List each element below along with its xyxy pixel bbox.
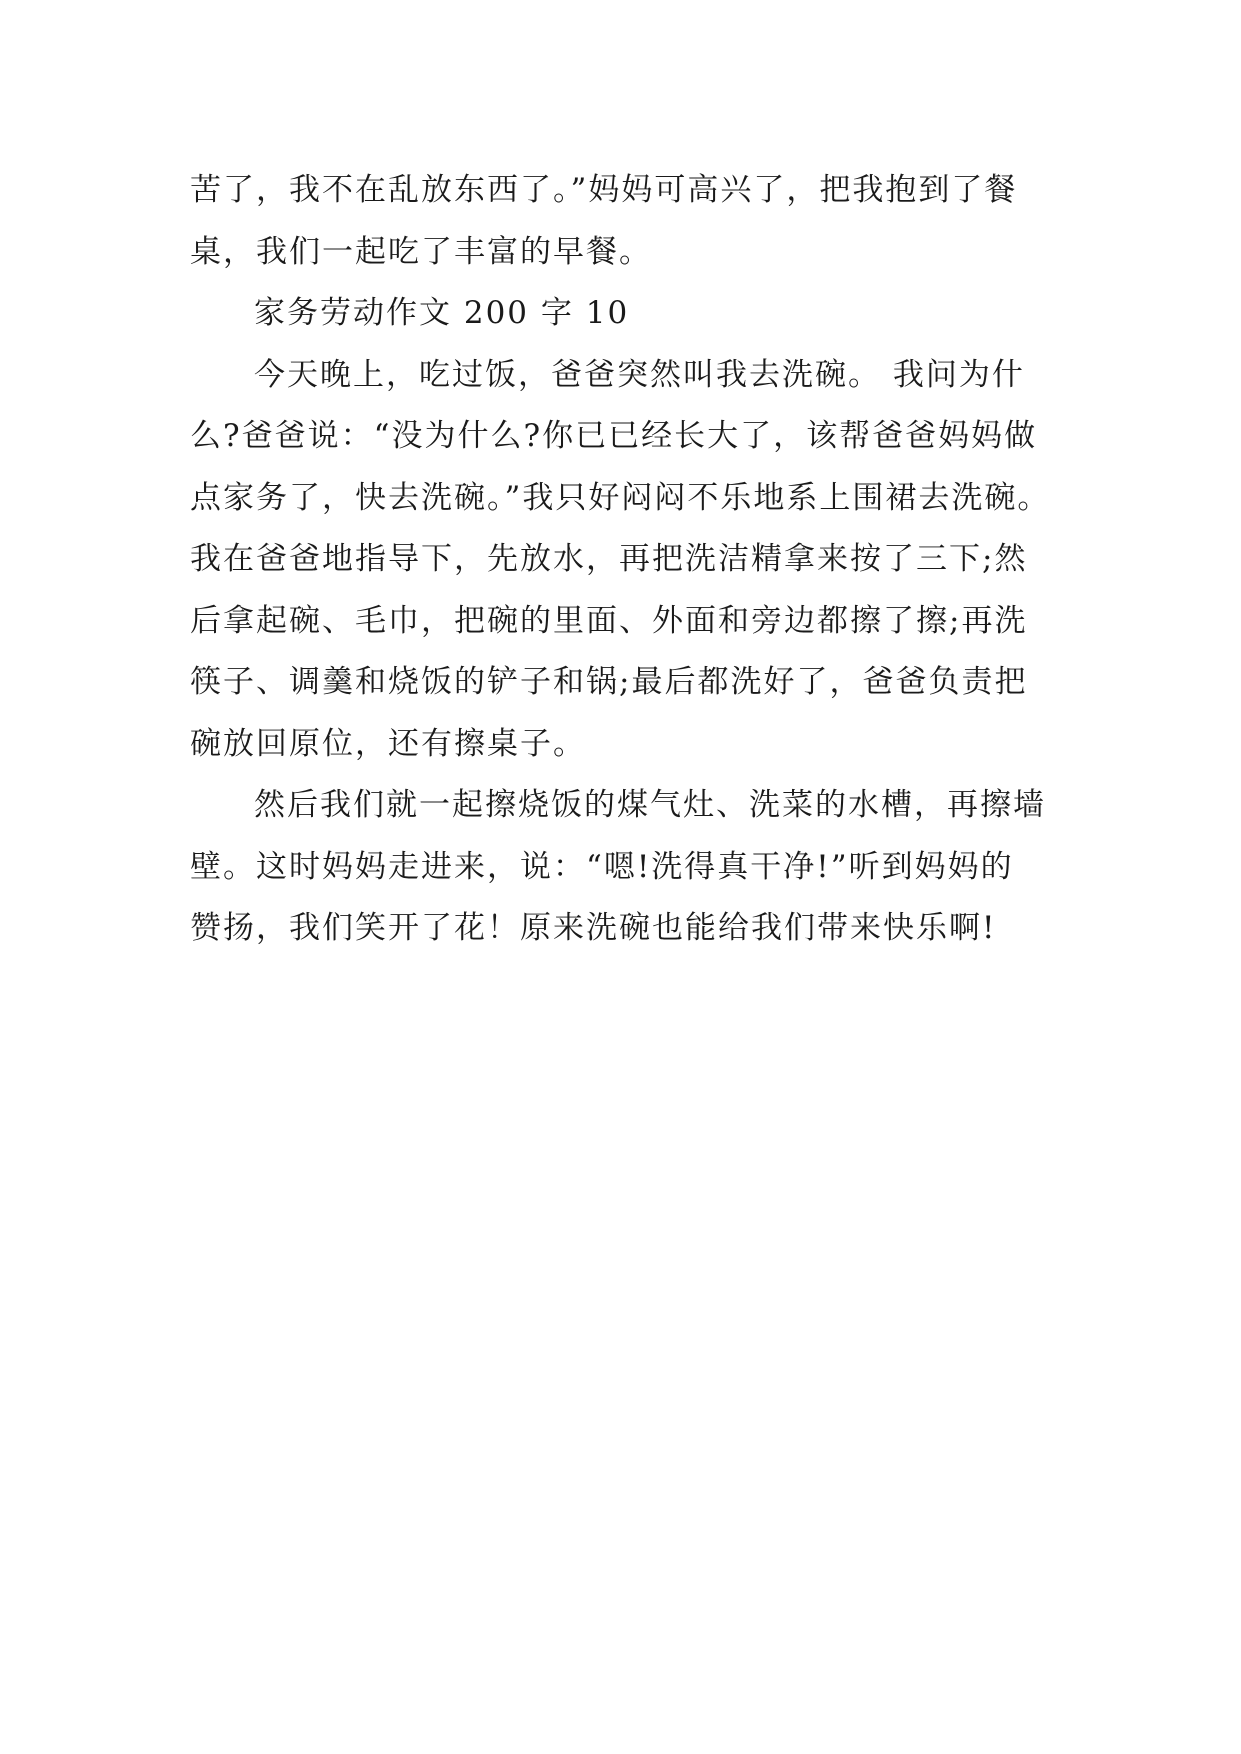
- text-line: 筷子、调羹和烧饭的铲子和锅;最后都洗好了，爸爸负责把: [190, 664, 1028, 700]
- text-line: 碗放回原位，还有擦桌子。: [190, 725, 586, 762]
- text-line: 点家务了，快去洗碗。”我只好闷闷不乐地系上围裙去洗碗。: [190, 479, 1051, 516]
- paragraph-continuation: [190, 160, 1055, 283]
- text-line: 么?爸爸说：“没为什么?你已已经长大了，该帮爸爸妈妈做: [190, 418, 1038, 454]
- paragraph-dishwashing: [190, 345, 1055, 776]
- document-body: [190, 160, 1055, 960]
- text-line: 然后我们就一起擦烧饭的煤气灶、洗菜的水槽，再擦墙: [254, 787, 1046, 823]
- section-heading: [190, 283, 1055, 345]
- text-line: 苦了，我不在乱放东西了。”妈妈可高兴了，把我抱到了餐: [190, 172, 1018, 208]
- text-line: 我在爸爸地指导下，先放水，再把洗洁精拿来按了三下;然: [190, 541, 1028, 577]
- text-line: 桌，我们一起吃了丰富的早餐。: [190, 233, 652, 270]
- heading-line: 家务劳动作文 200 字 10: [254, 295, 630, 331]
- paragraph-ending: [190, 775, 1055, 960]
- text-line: 后拿起碗、毛巾，把碗的里面、外面和旁边都擦了擦;再洗: [190, 602, 1028, 639]
- text-line: 壁。这时妈妈走进来，说：“嗯!洗得真干净!”听到妈妈的: [190, 848, 1014, 885]
- text-line: 赞扬，我们笑开了花！原来洗碗也能给我们带来快乐啊!: [190, 910, 997, 946]
- text-line: 今天晚上，吃过饭，爸爸突然叫我去洗碗。 我问为什: [254, 356, 1025, 393]
